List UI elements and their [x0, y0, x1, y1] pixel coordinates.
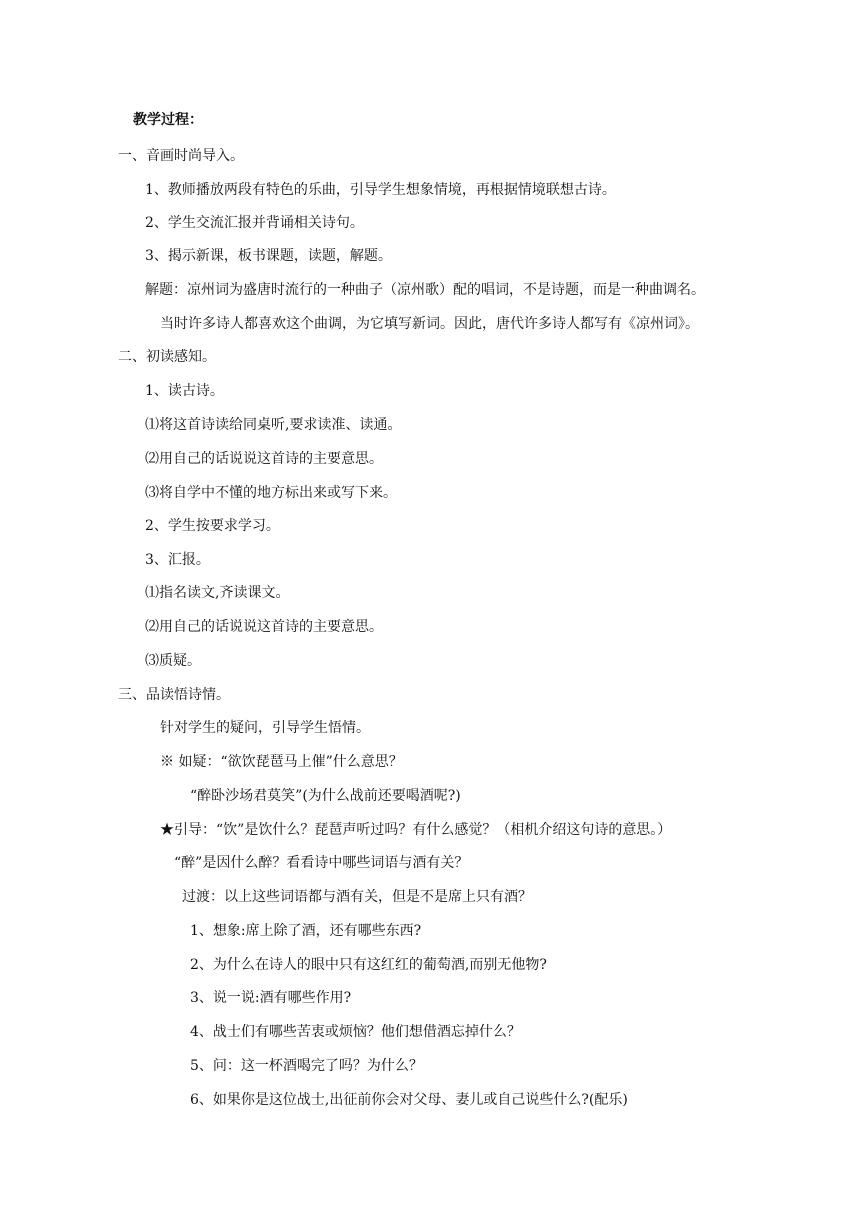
- paragraph-line: ⑴将这首诗读给同桌听,要求读准、读通。: [145, 417, 402, 433]
- paragraph-line: ⑴指名读文,齐读课文。: [145, 585, 290, 601]
- paragraph-line: 1、教师播放两段有特色的乐曲，引导学生想象情境，再根据情境联想古诗。: [145, 182, 616, 198]
- paragraph-line: 2、学生按要求学习。: [145, 518, 280, 534]
- paragraph-line: ⑵用自己的话说说这首诗的主要意思。: [145, 619, 383, 635]
- paragraph-line: “醉”是因什么醉？看看诗中哪些词语与酒有关？: [174, 855, 469, 871]
- paragraph-line: 当时许多诗人都喜欢这个曲调，为它填写新词。因此，唐代许多诗人都写有《凉州词》。: [160, 316, 699, 332]
- paragraph-line: 解题：凉州词为盛唐时流行的一种曲子（凉州歌）配的唱词，不是诗题，而是一种曲调名。: [145, 282, 705, 298]
- paragraph-line: “醉卧沙场君莫笑”(为什么战前还要喝酒呢?): [190, 788, 461, 804]
- paragraph-line: 3、揭示新课，板书课题，读题，解题。: [145, 248, 392, 264]
- paragraph-line: ⑶将自学中不懂的地方标出来或写下来。: [145, 485, 397, 501]
- paragraph-line: 针对学生的疑问，引导学生悟情。: [160, 720, 370, 736]
- paragraph-line: ★引导：“饮”是饮什么？琵琶声听过吗？有什么感觉？（相机介绍这句诗的意思。）: [160, 822, 672, 838]
- paragraph-line: 2、为什么在诗人的眼中只有这红红的葡萄酒,而别无他物?: [190, 957, 547, 973]
- paragraph-line: 4、战士们有哪些苦衷或烦恼？他们想借酒忘掉什么？: [190, 1024, 521, 1040]
- section-title-1: 一、音画时尚导入。: [118, 148, 244, 164]
- paragraph-line: 1、想象:席上除了酒，还有哪些东西?: [190, 923, 422, 939]
- paragraph-line: 3、说一说:酒有哪些作用?: [190, 990, 352, 1006]
- section-title-2: 二、初读感知。: [118, 349, 216, 365]
- paragraph-line: 6、如果你是这位战士,出征前你会对父母、妻儿或自己说些什么?(配乐): [190, 1092, 628, 1108]
- paragraph-line: 3、汇报。: [145, 552, 210, 568]
- paragraph-line: 2、学生交流汇报并背诵相关诗句。: [145, 215, 364, 231]
- section-heading: 教学过程：: [133, 112, 203, 128]
- paragraph-line: 1、读古诗。: [145, 383, 224, 399]
- paragraph-line: ⑶质疑。: [145, 653, 201, 669]
- paragraph-line: 过渡：以上这些词语都与酒有关，但是不是席上只有酒？: [182, 889, 532, 905]
- paragraph-line: 5、问：这一杯酒喝完了吗？为什么？: [190, 1058, 423, 1074]
- section-title-3: 三、品读悟诗情。: [118, 687, 230, 703]
- paragraph-line: ⑵用自己的话说说这首诗的主要意思。: [145, 451, 383, 467]
- paragraph-line: ※ 如疑：“欲饮琵琶马上催”什么意思？: [160, 754, 403, 770]
